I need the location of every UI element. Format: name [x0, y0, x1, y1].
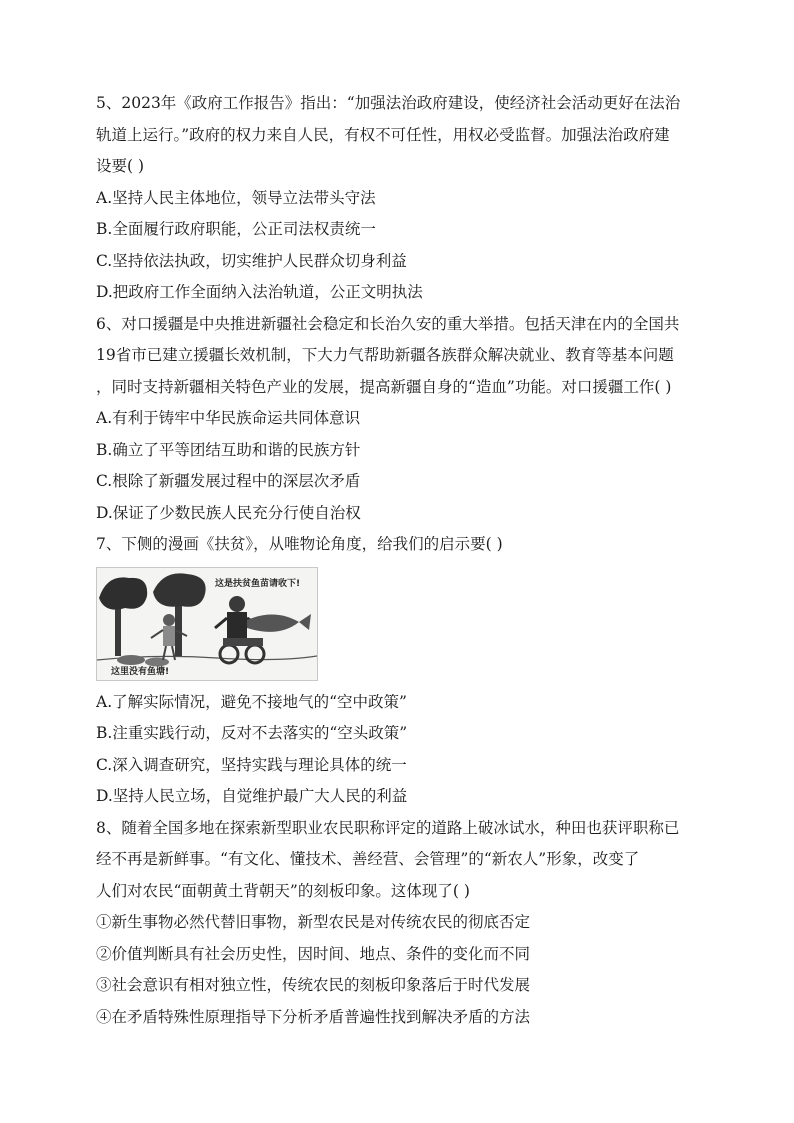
exam-page: [96, 88, 706, 1033]
question-6-option-c: C.根除了新疆发展过程中的深层次矛盾: [96, 472, 361, 490]
question-7-option-d: D.坚持人民立场，自觉维护最广大人民的利益: [96, 787, 408, 805]
question-5-stem-line-2: 轨道上运行。”政府的权力来自人民，有权不可任性，用权必受监督。加强法治政府建: [96, 125, 670, 144]
question-7-option-a: A.了解实际情况，避免不接地气的“空中政策”: [96, 692, 407, 711]
question-5: [96, 88, 706, 309]
question-7-option-b: B.注重实践行动，反对不去落实的“空头政策”: [96, 724, 408, 742]
question-8-statement-2: ②价值判断具有社会历史性，因时间、地点、条件的变化而不同: [96, 944, 531, 963]
poverty-alleviation-cartoon: [96, 567, 318, 681]
question-6: [96, 309, 706, 530]
question-6-option-d: D.保证了少数民族人民充分行使自治权: [96, 503, 361, 522]
question-5-stem-line-3: 设要( ): [96, 157, 145, 175]
question-8: [96, 813, 706, 1034]
question-7: [96, 529, 706, 813]
question-8-statement-4: ④在矛盾特殊性原理指导下分析矛盾普遍性找到解决矛盾的方法: [96, 1007, 531, 1026]
question-5-option-d: D.把政府工作全面纳入法治轨道，公正文明执法: [96, 283, 423, 301]
question-7-option-c: C.深入调查研究，坚持实践与理论具体的统一: [96, 755, 407, 774]
question-8-statement-3: ③社会意识有相对独立性，传统农民的刻板印象落后于时代发展: [96, 976, 531, 994]
question-5-stem-line-1: 5、2023年《政府工作报告》指出：“加强法治政府建设，使经济社会活动更好在法治: [96, 94, 681, 112]
question-6-stem-line-2: 19省市已建立援疆长效机制，下大力气帮助新疆各族群众解决就业、教育等基本问题: [96, 346, 674, 364]
question-8-stem-line-1: 8、随着全国多地在探索新型职业农民职称评定的道路上破冰试水，种田也获评职称已: [96, 818, 680, 837]
question-5-option-c: C.坚持依法执政，切实维护人民群众切身利益: [96, 251, 407, 270]
cartoon-caption-top: 这是扶贫鱼苗请收下!: [215, 578, 301, 589]
question-6-option-b: B.确立了平等团结互助和谐的民族方针: [96, 440, 361, 459]
question-8-stem-line-2: 经不再是新鲜事。“有文化、懂技术、善经营、会管理”的“新农人”形象，改变了: [96, 850, 640, 868]
question-7-stem-line-1: 7、下侧的漫画《扶贫》，从唯物论角度，给我们的启示要( ): [96, 535, 503, 553]
question-8-statement-1: ①新生事物必然代替旧事物，新型农民是对传统农民的彻底否定: [96, 913, 531, 931]
cartoon-caption-bottom: 这里没有鱼塘!: [111, 666, 170, 677]
question-6-stem-line-3: ，同时支持新疆相关特色产业的发展，提高新疆自身的“造血”功能。对口援疆工作( ): [96, 377, 672, 396]
question-8-stem-line-3: 人们对农民“面朝黄土背朝天”的刻板印象。这体现了( ): [96, 881, 470, 900]
question-5-option-b: B.全面履行政府职能，公正司法权责统一: [96, 220, 376, 238]
question-6-option-a: A.有利于铸牢中华民族命运共同体意识: [96, 409, 361, 427]
question-5-option-a: A.坚持人民主体地位，领导立法带头守法: [96, 188, 376, 207]
question-6-stem-line-1: 6、对口援疆是中央推进新疆社会稳定和长治久安的重大举措。包括天津在内的全国共: [96, 314, 680, 333]
